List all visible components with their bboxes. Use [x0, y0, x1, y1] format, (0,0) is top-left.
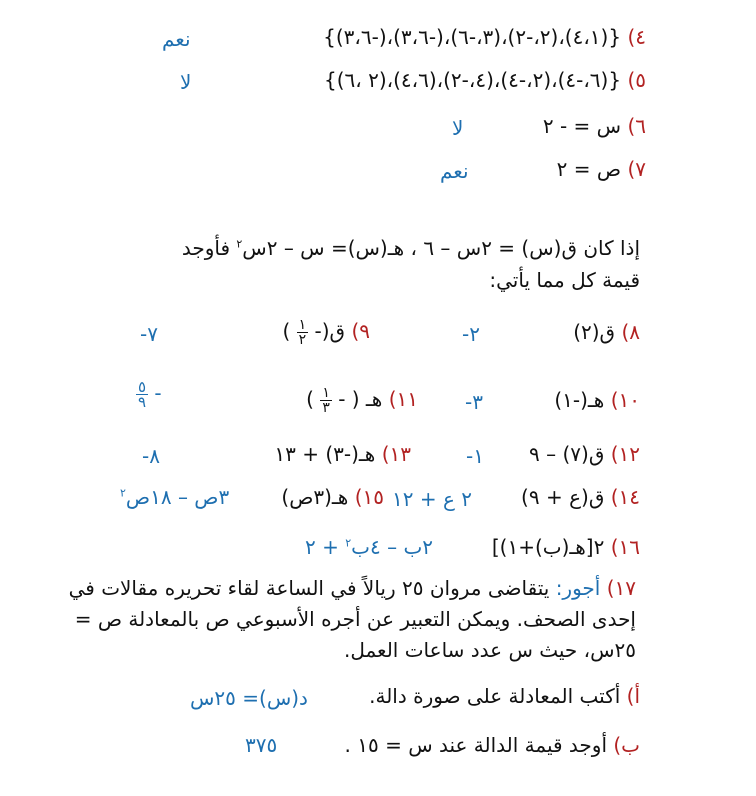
item-4 [323, 25, 646, 49]
item-11 [306, 386, 418, 415]
part-a [369, 684, 640, 708]
expr-text: ق(ع + ٩) [521, 485, 605, 509]
item-7 [557, 157, 646, 181]
item-number: ٤) [627, 25, 646, 49]
item-number: ١٦) [610, 535, 640, 559]
item-number: ٥) [627, 68, 646, 92]
problem-label: أجور: [555, 576, 601, 600]
expr-text: هـ(-٣) + ١٣ [274, 442, 376, 466]
answer-sup: ٢ [120, 486, 126, 500]
answer-sign: - [154, 381, 162, 405]
part-label: أ) [626, 684, 640, 708]
answer-6: لا [452, 116, 464, 140]
intro-sup: ٢ [236, 237, 243, 251]
fraction [320, 386, 332, 415]
item-number: ٨) [621, 320, 640, 344]
item-number: ١٣) [381, 442, 411, 466]
item-6 [543, 114, 646, 138]
relation-text: {(٦،-٤)،(٢،-٤)،(٤،-٢)،(٤،٦)،(٢ ،٦)} [323, 68, 622, 92]
expr-text: ق(٢) [573, 320, 616, 344]
relation-text: {(٤،١)،(٢،-٢)،(٣،-٦)،(-٣،٦)،(-٣،٦)} [323, 25, 622, 49]
item-9 [282, 318, 370, 347]
fraction-top: ١ [322, 385, 330, 401]
item-number: ١٧) [606, 576, 636, 600]
fraction-top: ٥ [138, 378, 147, 396]
fraction [297, 318, 309, 347]
item-10 [554, 388, 640, 412]
item-number: ١٢) [610, 442, 640, 466]
item-number: ١٥) [354, 485, 384, 509]
expr-text-end: ) [306, 387, 321, 411]
answer-7: نعم [440, 159, 469, 183]
part-label: ب) [613, 733, 640, 757]
expr-text: هـ ( - [331, 387, 383, 411]
item-number: ١٤) [610, 485, 640, 509]
expr-text-end: ) [282, 319, 297, 343]
equation-text: ص = ٢ [556, 157, 622, 181]
item-8 [573, 320, 640, 344]
item-number: ٦) [627, 114, 646, 138]
answer-17b: ٣٧٥ [245, 733, 278, 757]
answer-13: -٨ [142, 444, 160, 468]
answer-fraction [136, 380, 148, 409]
equation-text: س = - ٢ [542, 114, 622, 138]
item-number: ١١) [388, 387, 418, 411]
expr-text: ٢[هـ(ب)+١)] [491, 535, 605, 559]
fraction-top: ١ [298, 317, 307, 333]
item-16 [492, 535, 640, 559]
answer-10: -٣ [465, 390, 483, 414]
fraction-bottom: ٩ [138, 393, 147, 411]
fraction-bottom: ٢ [298, 332, 307, 348]
intro-line-1 [182, 236, 640, 260]
intro-text: إذا كان ق(س) = ٢س – ٦ ، هـ(س)= س – ٢س [242, 236, 640, 260]
part-text: أوجد قيمة الدالة عند س = ١٥ . [344, 733, 607, 757]
expr-text: هـ(٣ص) [281, 485, 349, 509]
intro-tail: فأوجد [181, 236, 237, 260]
answer-8: -٢ [462, 322, 480, 346]
fraction-bottom: ٣ [322, 400, 330, 416]
problem-17 [56, 573, 636, 666]
answer-15 [120, 485, 229, 509]
answer-sup: ٢ [345, 536, 352, 550]
answer-9: -٧ [140, 322, 158, 346]
answer-14: ٢ ع + ١٢ [392, 487, 472, 511]
expr-text: هـ(-١) [554, 388, 605, 412]
item-14 [521, 485, 640, 509]
expr-text: ق(٧) – ٩ [528, 442, 605, 466]
answer-5: لا [180, 70, 192, 94]
answer-text: ٣ص – ١٨ص [125, 485, 230, 509]
part-text: أكتب المعادلة على صورة دالة. [369, 684, 621, 708]
item-number: ١٠) [610, 388, 640, 412]
item-number: ٧) [627, 157, 646, 181]
item-5 [324, 68, 646, 92]
intro-line-2: قيمة كل مما يأتي: [489, 268, 640, 292]
answer-12: -١ [466, 444, 484, 468]
item-12 [529, 442, 640, 466]
item-15 [281, 485, 384, 509]
answer-4: نعم [162, 27, 191, 51]
answer-16 [305, 535, 433, 559]
answer-tail: + ٢ [305, 535, 346, 559]
item-13 [274, 442, 411, 466]
answer-text: ٢ب – ٤ب [351, 535, 434, 559]
answer-17a: د(س)= ٢٥س [190, 686, 308, 710]
expr-text: ق(- [308, 319, 346, 343]
part-b [345, 733, 640, 757]
answer-11 [136, 380, 162, 409]
item-number: ٩) [351, 319, 370, 343]
problem-body: يتقاضى مروان ٢٥ ريالاً في الساعة لقاء تحريره مقالات في إحدى الصحف. ويمكن التعبير عن أجره الأسبوعي ص بالمعادلة ص = ٢٥س، حيث س عدد ساعات العمل. [68, 576, 636, 662]
